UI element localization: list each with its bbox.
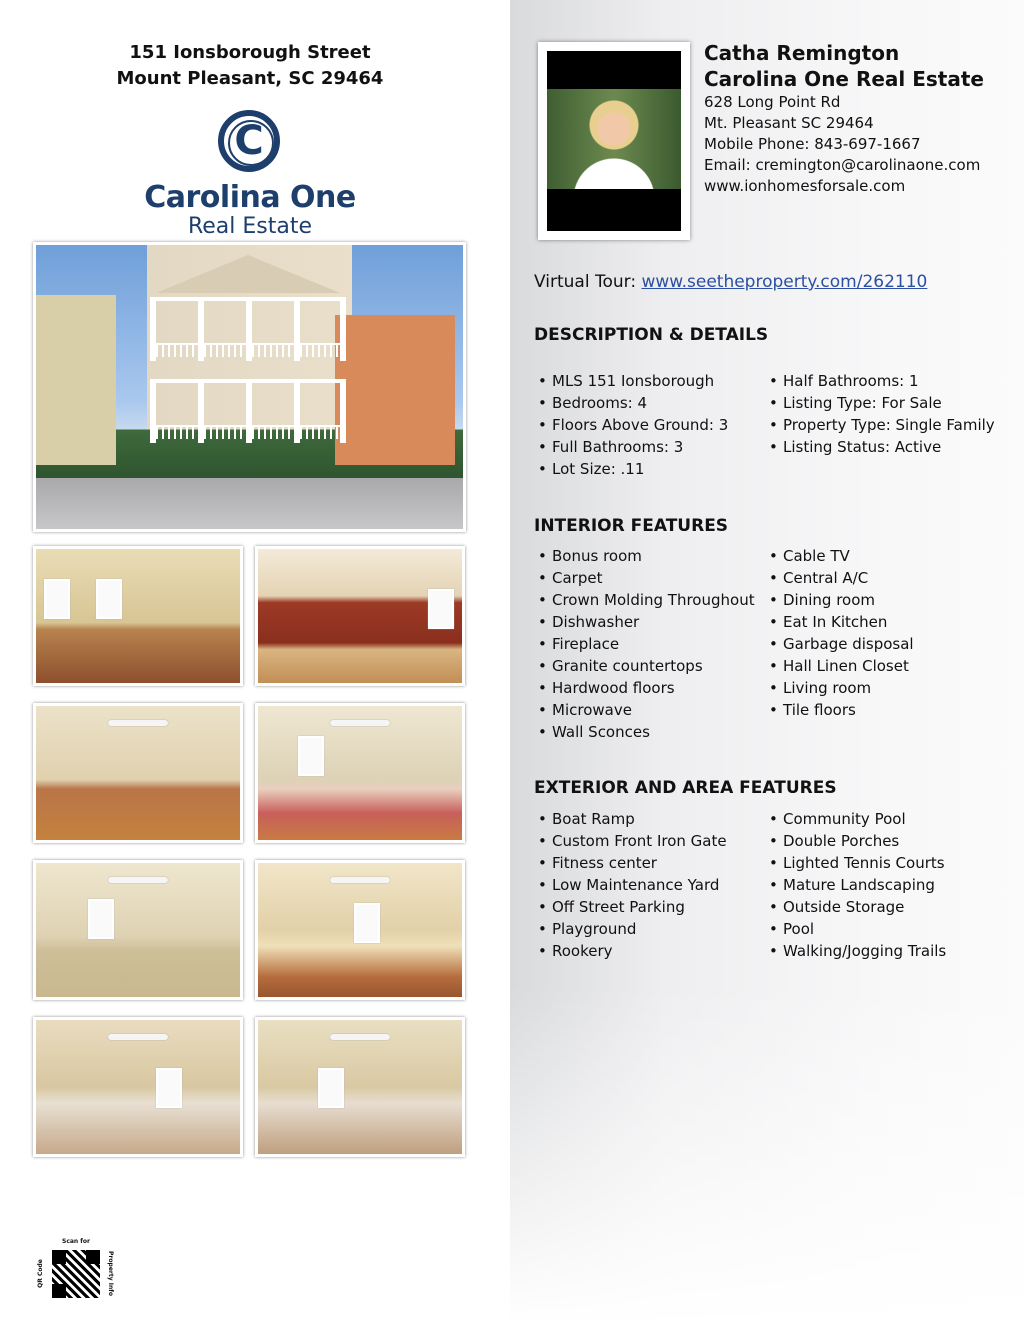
agent-website[interactable]: www.ionhomesforsale.com <box>704 177 906 195</box>
upper-porch <box>150 297 346 357</box>
list-item: • Tile floors <box>769 699 914 721</box>
list-item: • Listing Type: For Sale <box>769 392 995 414</box>
list-item: • Fireplace <box>538 633 755 655</box>
list-item: • Garbage disposal <box>769 633 914 655</box>
office-photo[interactable] <box>33 860 243 1000</box>
agent-email[interactable]: Email: cremington@carolinaone.com <box>704 156 981 174</box>
list-item: • Eat In Kitchen <box>769 611 914 633</box>
property-address <box>0 40 500 92</box>
ceiling-fan-icon <box>108 720 168 726</box>
bedroom-photo-4[interactable] <box>255 1017 465 1157</box>
list-item: • Rookery <box>538 940 727 962</box>
ceiling-fan-icon <box>330 877 390 883</box>
list-item: • Low Maintenance Yard <box>538 874 727 896</box>
left-column <box>0 0 510 1325</box>
agent-contact <box>704 40 1014 197</box>
list-item: • Cable TV <box>769 545 914 567</box>
list-item: • Pool <box>769 918 946 940</box>
bedroom-photo-2[interactable] <box>255 860 465 1000</box>
list-item: • Hall Linen Closet <box>769 655 914 677</box>
agent-photo <box>538 42 690 240</box>
list-item: • Lighted Tennis Courts <box>769 852 946 874</box>
list-item: • Living room <box>769 677 914 699</box>
logo-subtitle: Real Estate <box>187 214 313 239</box>
list-item: • Lot Size: .11 <box>538 458 728 480</box>
logo-name: Carolina One <box>144 180 356 215</box>
list-item: • Wall Sconces <box>538 721 755 743</box>
agent-city: Mt. Pleasant SC 29464 <box>704 114 874 132</box>
neighbor-house-left <box>36 295 116 465</box>
ceiling-fan-icon <box>330 1034 390 1040</box>
description-title: DESCRIPTION & DETAILS <box>534 325 769 345</box>
exterior-list-1 <box>538 808 727 962</box>
agent-portrait <box>547 89 681 189</box>
list-item: • Playground <box>538 918 727 940</box>
list-item: • Mature Landscaping <box>769 874 946 896</box>
list-item: • Carpet <box>538 567 755 589</box>
description-list-1 <box>538 370 728 480</box>
list-item: • Central A/C <box>769 567 914 589</box>
virtual-tour-label: Virtual Tour: <box>534 272 642 292</box>
qr-left-label: QR Code <box>36 1259 44 1288</box>
house-exterior-photo[interactable] <box>33 242 466 532</box>
list-item: • Crown Molding Throughout <box>538 589 755 611</box>
qr-code-icon[interactable] <box>52 1250 100 1298</box>
list-item: • Dishwasher <box>538 611 755 633</box>
list-item: • Double Porches <box>769 830 946 852</box>
list-item: • Community Pool <box>769 808 946 830</box>
interior-list-2 <box>769 545 914 721</box>
agent-street: 628 Long Point Rd <box>704 93 841 111</box>
exterior-title: EXTERIOR AND AREA FEATURES <box>534 778 837 798</box>
house-roof <box>156 255 340 293</box>
living-room-photo[interactable] <box>33 703 243 843</box>
address-line-2: Mount Pleasant, SC 29464 <box>116 68 384 89</box>
qr-code-block[interactable] <box>36 1238 114 1302</box>
list-item: • Property Type: Single Family <box>769 414 995 436</box>
interior-list-1 <box>538 545 755 743</box>
bedroom-photo-3[interactable] <box>33 1017 243 1157</box>
exterior-list-2 <box>769 808 946 962</box>
list-item: • Fitness center <box>538 852 727 874</box>
list-item: • Boat Ramp <box>538 808 727 830</box>
list-item: • Off Street Parking <box>538 896 727 918</box>
list-item: • Granite countertops <box>538 655 755 677</box>
ceiling-fan-icon <box>330 720 390 726</box>
list-item: • Walking/Jogging Trails <box>769 940 946 962</box>
list-item: • MLS 151 Ionsborough <box>538 370 728 392</box>
virtual-tour <box>534 272 927 292</box>
neighbor-house-right <box>335 315 455 465</box>
list-item: • Outside Storage <box>769 896 946 918</box>
list-item: • Full Bathrooms: 3 <box>538 436 728 458</box>
lower-porch <box>150 379 346 439</box>
list-item: • Dining room <box>769 589 914 611</box>
agent-company: Carolina One Real Estate <box>704 67 984 91</box>
list-item: • Custom Front Iron Gate <box>538 830 727 852</box>
ceiling-fan-icon <box>108 1034 168 1040</box>
qr-right-label: Property Info <box>106 1251 114 1296</box>
company-logo <box>140 110 360 240</box>
list-item: • Hardwood floors <box>538 677 755 699</box>
list-item: • Floors Above Ground: 3 <box>538 414 728 436</box>
ceiling-fan-icon <box>108 877 168 883</box>
bedroom-photo-1[interactable] <box>255 703 465 843</box>
copyright-c-icon: C <box>218 110 280 172</box>
kitchen-photo[interactable] <box>255 546 465 686</box>
list-item: • Half Bathrooms: 1 <box>769 370 995 392</box>
list-item: • Bedrooms: 4 <box>538 392 728 414</box>
interior-title: INTERIOR FEATURES <box>534 516 729 536</box>
address-line-1: 151 Ionsborough Street <box>129 42 371 63</box>
description-list-2 <box>769 370 995 458</box>
qr-top-label: Scan for <box>62 1238 90 1245</box>
list-item: • Listing Status: Active <box>769 436 995 458</box>
agent-name: Catha Remington <box>704 41 900 65</box>
virtual-tour-link[interactable]: www.seetheproperty.com/262110 <box>641 272 928 292</box>
dining-room-photo[interactable] <box>33 546 243 686</box>
list-item: • Microwave <box>538 699 755 721</box>
list-item: • Bonus room <box>538 545 755 567</box>
agent-mobile: Mobile Phone: 843-697-1667 <box>704 135 921 153</box>
